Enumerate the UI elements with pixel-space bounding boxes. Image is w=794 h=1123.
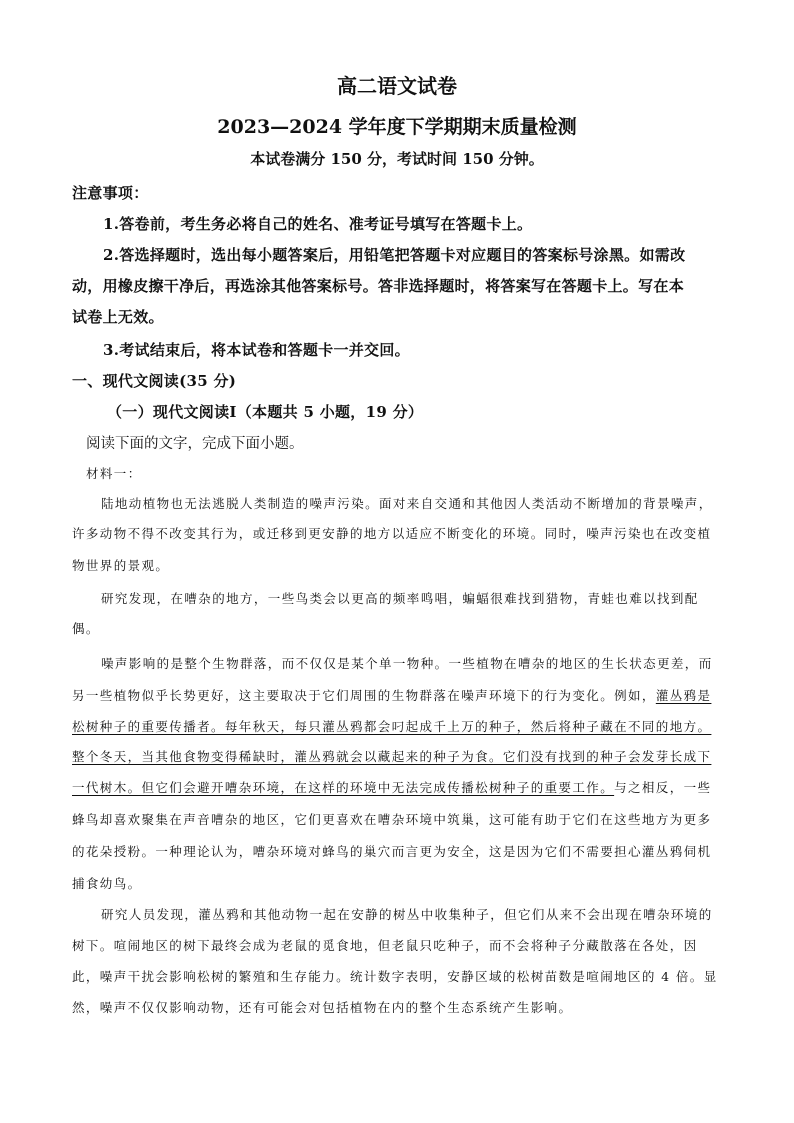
notice-item-2-line-2: 动，用橡皮擦干净后，再选涂其他答案标号。答非选择题时，将答案写在答题卡上。写在本 <box>72 277 685 295</box>
passage-line: 噪声影响的是整个生物群落，而不仅仅是某个单一物种。一些植物在嘈杂的地区的生长状态更差，而 <box>101 656 713 671</box>
passage-line: 此，噪声干扰会影响松树的繁殖和生存能力。统计数字表明，安静区域的松树苗数是喧闹地区的 4 倍。显 <box>72 969 718 984</box>
notice-item-2-line-3: 试卷上无效。 <box>72 308 164 326</box>
passage-line: 物世界的景观。 <box>72 558 170 573</box>
passage-text: 另一些植物似乎长势更好，这主要取决于它们周围的生物群落在噪声环境下的行为变化。例如， <box>72 688 656 703</box>
page-subtitle: 2023—2024 学年度下学期期末质量检测 <box>217 116 577 138</box>
passage-line: 研究人员发现，灌丛鸦和其他动物一起在安静的树丛中收集种子，但它们从来不会出现在嘈杂环境的 <box>101 907 713 922</box>
passage-line <box>72 686 722 704</box>
passage-line: 蜂鸟却喜欢聚集在声音嘈杂的地区，它们更喜欢在嘈杂环境中筑巢，这可能有助于它们在这些地方为更多 <box>72 812 712 827</box>
passage-line <box>72 778 722 796</box>
passage-line: 陆地动植物也无法逃脱人类制造的噪声污染。面对来自交通和其他因人类活动不断增加的背景噪声， <box>101 496 713 511</box>
passage-line: 偶。 <box>72 621 100 636</box>
exam-info: 本试卷满分 150 分，考试时间 150 分钟。 <box>250 150 544 168</box>
underlined-passage-line: 整个冬天，当其他食物变得稀缺时，灌丛鸦就会以藏起来的种子为食。它们没有找到的种子会发芽长成下 <box>72 749 712 764</box>
notice-item-1: 1.答卷前，考生务必将自己的姓名、准考证号填写在答题卡上。 <box>103 215 533 233</box>
underlined-passage-line: 松树种子的重要传播者。每年秋天，每只灌丛鸦都会叼起成千上万的种子，然后将种子藏在不同的地方。 <box>72 719 712 734</box>
passage-text: 与之相反，一些 <box>614 780 712 795</box>
material-label: 材料一： <box>86 466 142 481</box>
passage-line: 研究发现，在嘈杂的地方，一些鸟类会以更高的频率鸣唱，蝙蝠很难找到猎物，青蛙也难以找到配 <box>101 591 699 606</box>
notice-item-2-line-1: 2.答选择题时，选出每小题答案后，用铅笔把答题卡对应题目的答案标号涂黑。如需改 <box>103 246 686 264</box>
passage-line: 许多动物不得不改变其行为，或迁移到更安静的地方以适应不断变化的环境。同时，噪声污染也在改变植 <box>72 526 712 541</box>
passage-line: 捕食幼鸟。 <box>72 876 142 891</box>
subsection-heading: （一）现代文阅读Ⅰ（本题共 5 小题，19 分） <box>107 403 424 421</box>
page-title: 高二语文试卷 <box>337 74 457 98</box>
passage-line: 树下。喧闹地区的树下最终会成为老鼠的觅食地，但老鼠只吃种子，而不会将种子分藏散落在各处，因 <box>72 938 698 953</box>
notice-item-3: 3.考试结束后，将本试卷和答题卡一并交回。 <box>103 341 410 359</box>
notice-heading: 注意事项： <box>72 184 149 202</box>
reading-instruction: 阅读下面的文字，完成下面小题。 <box>86 436 304 452</box>
underlined-text: 灌丛鸦是 <box>655 688 712 703</box>
passage-line: 然，噪声不仅仅影响动物，还有可能会对包括植物在内的整个生态系统产生影响。 <box>72 1000 573 1015</box>
passage-line: 的花朵授粉。一种理论认为，嘈杂环境对蜂鸟的巢穴而言更为安全，这是因为它们不需要担心灌丛鸦伺机 <box>72 844 712 859</box>
section-heading: 一、现代文阅读(35 分) <box>72 372 237 390</box>
underlined-text: 一代树木。但它们会避开嘈杂环境，在这样的环境中无法完成传播松树种子的重要工作。 <box>72 780 615 795</box>
